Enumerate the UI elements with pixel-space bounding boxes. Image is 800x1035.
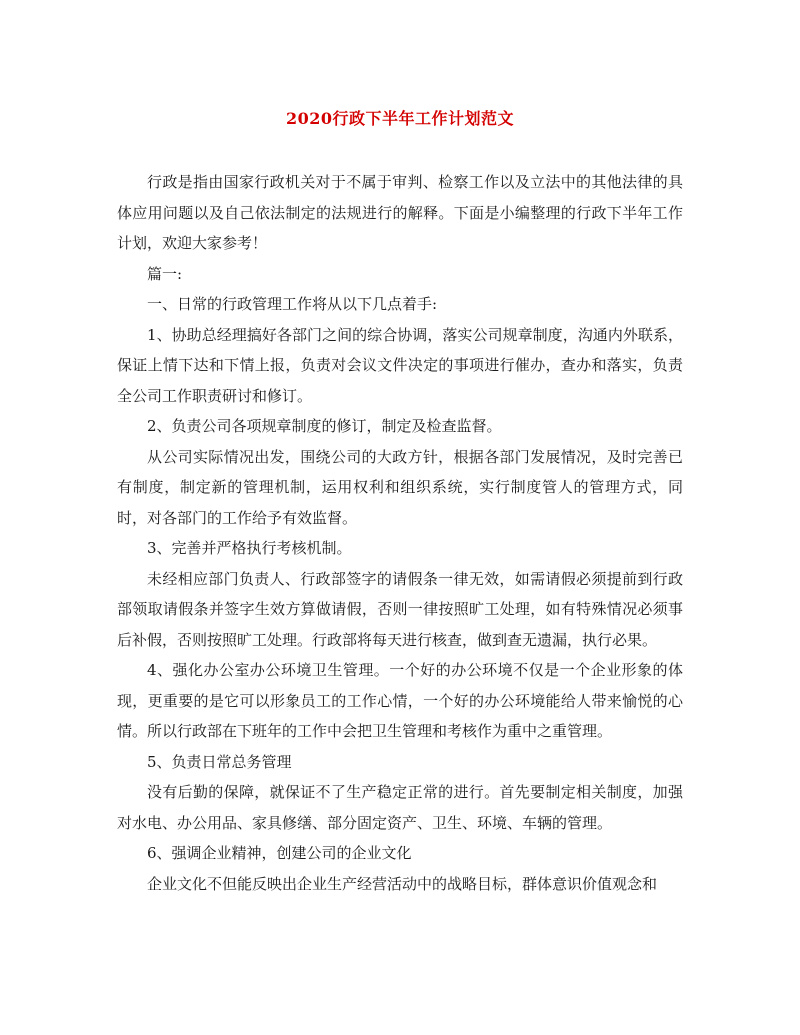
item-3-heading: 3、完善并严格执行考核机制。	[147, 539, 352, 557]
item-5-paragraph: 没有后勤的保障，就保证不了生产稳定正常的进行。首先要制定相关制度，加强对水电、办公用品、家具修缮、部分固定资产、卫生、环境、车辆的管理。	[117, 783, 683, 832]
intro-paragraph: 行政是指由国家行政机关对于不属于审判、检察工作以及立法中的其他法律的具体应用问题以及自己依法制定的法规进行的解释。下面是小编整理的行政下半年工作计划，欢迎大家参考！	[117, 173, 683, 252]
section-heading-part-one: 篇一:	[147, 264, 183, 283]
item-1-paragraph: 1、协助总经理搞好各部门之间的综合协调，落实公司规章制度，沟通内外联系，保证上情下达和下情上报，负责对会议文件决定的事项进行催办，查办和落实，负责全公司工作职责研讨和修订。	[117, 325, 683, 405]
item-2-heading: 2、负责公司各项规章制度的修订，制定及检查监督。	[147, 417, 502, 435]
document-title: 2020行政下半年工作计划范文	[285, 109, 515, 128]
document-body	[117, 167, 683, 899]
item-5-heading: 5、负责日常总务管理	[147, 752, 292, 771]
item-4-paragraph: 4、强化办公室办公环境卫生管理。一个好的办公环境不仅是一个企业形象的体现，更重要的是它可以形象员工的工作心情，一个好的办公环境能给人带来愉悦的心情。所以行政部在下班年的工作中会把卫生管理和考核作为重中之重管理。	[117, 661, 683, 740]
item-6-heading: 6、强调企业精神，创建公司的企业文化	[147, 844, 412, 862]
item-3-paragraph: 未经相应部门负责人、行政部签字的请假条一律无效，如需请假必须提前到行政部领取请假条并签字生效方算做请假，否则一律按照旷工处理，如有特殊情况必须事后补假，否则按照旷工处理。行政部将每天进行核查，做到查无遗漏，执行必果。	[117, 569, 683, 649]
section-heading-daily-admin: 一、日常的行政管理工作将从以下几点着手:	[147, 295, 438, 313]
item-2-paragraph: 从公司实际情况出发，围绕公司的大政方针，根据各部门发展情况，及时完善已有制度，制定新的管理机制，运用权利和组织系统，实行制度管人的管理方式，同时，对各部门的工作给予有效监督。	[117, 447, 683, 527]
item-6-paragraph: 企业文化不但能反映出企业生产经营活动中的战略目标，群体意识价值观念和	[147, 874, 658, 893]
